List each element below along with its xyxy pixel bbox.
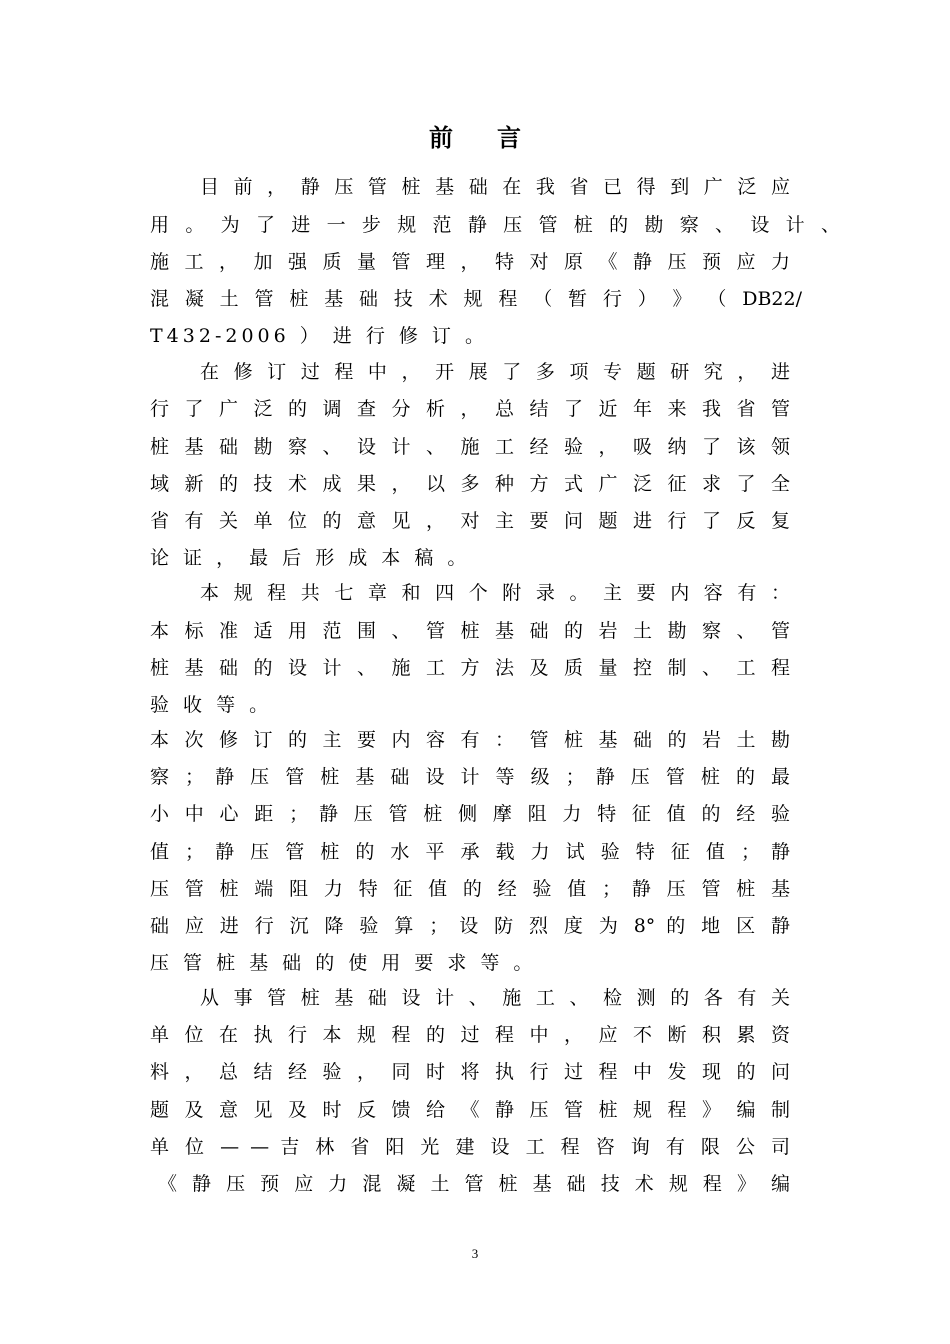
text-line: 省 有 关 单 位 的 意 见 ， 对 主 要 问 题 进 行 了 反 复 [150,510,790,532]
text-line: 在 修 订 过 程 中 ， 开 展 了 多 项 专 题 研 究 ， 进 [200,361,790,383]
text-line: 桩 基 础 勘 察 、 设 计 、 施 工 经 验 ， 吸 纳 了 该 领 [150,436,790,458]
text-line: 本 次 修 订 的 主 要 内 容 有 ： 管 桩 基 础 的 岩 土 勘 [150,729,790,751]
text-line: 桩 基 础 的 设 计 、 施 工 方 法 及 质 量 控 制 、 工 程 [150,657,790,679]
text-line: 论 证 ， 最 后 形 成 本 稿 。 [150,547,471,569]
text-line: 从 事 管 桩 基 础 设 计 、 施 工 、 检 测 的 各 有 关 [200,987,790,1009]
text-line: 本 规 程 共 七 章 和 四 个 附 录 。 主 要 内 容 有 ： [200,582,790,604]
page-number: 3 [471,1246,479,1261]
text-line: 压 管 桩 端 阻 力 特 征 值 的 经 验 值 ； 静 压 管 桩 基 [150,878,790,900]
text-line: 料 ， 总 结 经 验 ， 同 时 将 执 行 过 程 中 发 现 的 问 [150,1061,790,1083]
text-line: 题 及 意 见 及 时 反 馈 给 《 静 压 管 桩 规 程 》 编 制 [150,1099,790,1121]
text-line: 域 新 的 技 术 成 果 ， 以 多 种 方 式 广 泛 征 求 了 全 [150,473,790,495]
text-line: 用 。 为 了 进 一 步 规 范 静 压 管 桩 的 勘 察 、 设 计 、 [150,214,840,236]
text-line: 值 ； 静 压 管 桩 的 水 平 承 载 力 试 验 特 征 值 ； 静 [150,841,790,863]
text-line: 压 管 桩 基 础 的 使 用 要 求 等 。 [150,952,537,974]
text-line: 验 收 等 。 [150,694,273,716]
text-line: T432-2006 ） 进 行 修 订 。 [150,325,488,347]
text-line: 《 静 压 预 应 力 混 凝 土 管 桩 基 础 技 术 规 程 》 编 [158,1173,790,1195]
text-line: 单 位 在 执 行 本 规 程 的 过 程 中 ， 应 不 断 积 累 资 [150,1024,790,1046]
text-line: 小 中 心 距 ； 静 压 管 桩 侧 摩 阻 力 特 征 值 的 经 验 [150,803,790,825]
text-line: 目 前 ， 静 压 管 桩 基 础 在 我 省 已 得 到 广 泛 应 [200,176,790,198]
text-line: 施 工 ， 加 强 质 量 管 理 ， 特 对 原 《 静 压 预 应 力 [150,251,790,273]
text-line: 础 应 进 行 沉 降 验 算 ； 设 防 烈 度 为 8° 的 地 区 静 [150,915,790,937]
text-line: 察 ； 静 压 管 桩 基 础 设 计 等 级 ； 静 压 管 桩 的 最 [150,766,790,788]
text-line: 本 标 准 适 用 范 围 、 管 桩 基 础 的 岩 土 勘 察 、 管 [150,620,790,642]
page-title: 前言 [429,123,565,152]
text-line: 行 了 广 泛 的 调 查 分 析 ， 总 结 了 近 年 来 我 省 管 [150,398,790,420]
text-line: 混 凝 土 管 桩 基 础 技 术 规 程 （ 暂 行 ） 》 （ DB22/ [150,288,802,310]
text-line: 单 位 — — 吉 林 省 阳 光 建 设 工 程 咨 询 有 限 公 司 [150,1136,790,1158]
